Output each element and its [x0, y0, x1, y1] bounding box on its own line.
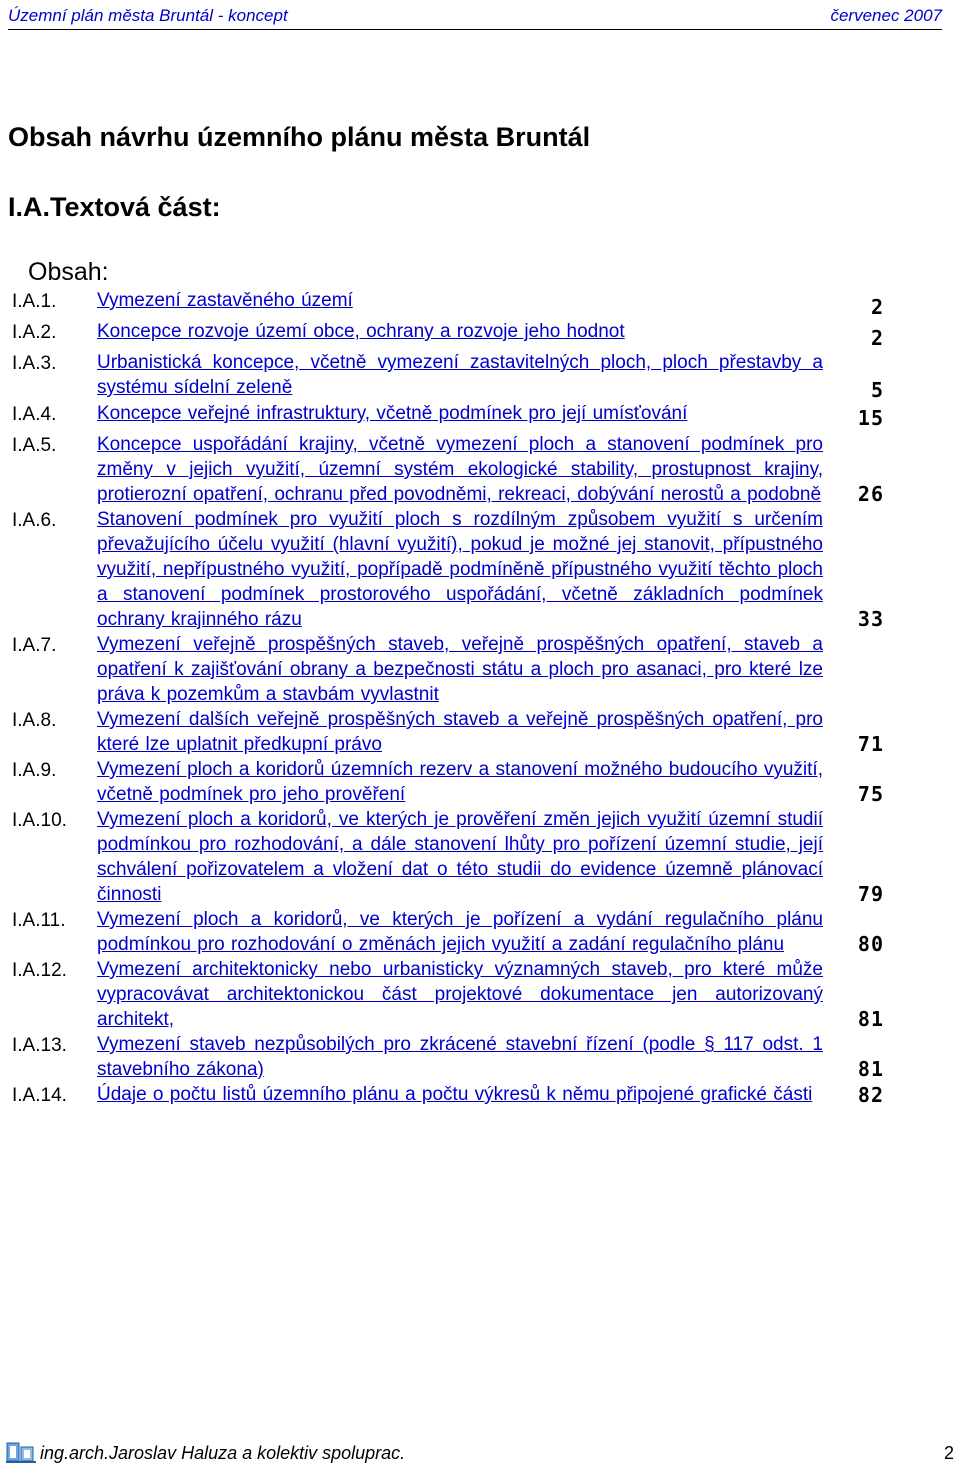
toc-entry-page: 79: [857, 882, 884, 906]
document-title: Obsah návrhu územního plánu města Bruntál: [8, 122, 591, 152]
toc-entry-page: 81: [857, 1007, 884, 1031]
toc-entry-link[interactable]: Vymezení staveb nezpůsobilých pro zkrácené stavební řízení (podle § 117 odst. 1 stavebního zákona): [97, 1034, 823, 1080]
toc-entry-link[interactable]: Vymezení ploch a koridorů, ve kterých je prověření změn jejich využití územní studií podmínkou pro rozhodování, a dále stanovení lhůty pro pořízení územní studie, její schválení pořizovatelem a vložení dat o této studii do evidence územně plánovací činnosti: [97, 809, 823, 905]
toc-entry-page: 26: [857, 482, 884, 506]
toc-entry: [12, 957, 892, 1032]
toc-entry-number: I.A.11.: [12, 910, 66, 931]
toc-entry-page: 71: [857, 732, 884, 756]
footer-author: ing.arch.Jaroslav Haluza a kolektiv spoluprac.: [40, 1442, 406, 1463]
toc-entry: [12, 1032, 892, 1082]
running-header: [8, 2, 942, 30]
toc-entry: [12, 288, 892, 319]
toc-entry-page: 75: [857, 782, 884, 806]
toc-entry: [12, 907, 892, 957]
toc-entry: [12, 632, 892, 707]
toc-entry-link[interactable]: Vymezení veřejně prospěšných staveb, veřejně prospěšných opatření, staveb a opatření k zajišťování obrany a bezpečnosti státu a ploch pro asanaci, pro které lze práva k pozemkům a stavbám vyvlastnit: [97, 634, 823, 705]
toc-entry-page: 80: [857, 932, 884, 956]
toc-entry-page: 5: [870, 378, 884, 402]
toc-entry-link[interactable]: Koncepce veřejné infrastruktury, včetně podmínek pro její umísťování: [97, 403, 688, 424]
toc-entry-page: 82: [857, 1083, 884, 1107]
part-title: I.A.Textová část:: [8, 192, 221, 222]
toc-entry-link[interactable]: Stanovení podmínek pro využití ploch s rozdílným způsobem využití s určením převažujícího účelu využití (hlavní využití), pokud je možné jej stanovit, přípustného využití, nepřípustného využití, popřípadě podmíněně přípustného využití těchto ploch a stanovení podmínek prostorového uspořádání, včetně základních podmínek ochrany krajinného rázu: [97, 509, 823, 630]
toc-entry: [12, 1082, 892, 1108]
table-of-contents: [12, 288, 892, 1108]
toc-entry-link[interactable]: Urbanistická koncepce, včetně vymezení zastavitelných ploch, ploch přestavby a systému sídelní zeleně: [97, 352, 823, 398]
toc-entry-number: I.A.4.: [12, 404, 57, 425]
toc-entry: [12, 757, 892, 807]
toc-entry: [12, 432, 892, 507]
toc-entry-number: I.A.8.: [12, 710, 57, 731]
toc-entry: [12, 401, 892, 430]
toc-entry-link[interactable]: Koncepce rozvoje území obce, ochrany a rozvoje jeho hodnot: [97, 321, 625, 342]
toc-entry-number: I.A.6.: [12, 510, 57, 531]
toc-entry-page: 81: [857, 1057, 884, 1081]
toc-entry-number: I.A.14.: [12, 1085, 67, 1106]
toc-entry-number: I.A.9.: [12, 760, 57, 781]
header-document-title: Územní plán města Bruntál - koncept: [8, 5, 288, 25]
toc-entry-number: I.A.12.: [12, 960, 67, 981]
toc-entry-link[interactable]: Koncepce uspořádání krajiny, včetně vymezení ploch a stanovení podmínek pro změny v jejich využití, územní systém ekologické stability, prostupnost krajiny, protierozní opatření, ochranu před povodněmi, rekreaci, dobývání nerostů a podobně: [97, 434, 823, 505]
toc-entry: [12, 507, 892, 632]
toc-entry-link[interactable]: Vymezení zastavěného území: [97, 290, 353, 311]
toc-entry-page: 33: [857, 607, 884, 631]
toc-entry-page: 2: [870, 295, 884, 319]
toc-entry-link[interactable]: Vymezení ploch a koridorů, ve kterých je pořízení a vydání regulačního plánu podmínkou pro rozhodování o změnách jejich využití a zadání regulačního plánu: [97, 909, 823, 955]
header-date: červenec 2007: [830, 5, 942, 25]
toc-entry-page: 2: [870, 326, 884, 350]
toc-entry: [12, 707, 892, 757]
toc-entry-number: I.A.2.: [12, 322, 57, 343]
toc-entry-link[interactable]: Vymezení ploch a koridorů územních rezerv a stanovení možného budoucího využití, včetně podmínek pro jeho prověření: [97, 759, 823, 805]
toc-entry-link[interactable]: Vymezení architektonicky nebo urbanisticky významných staveb, pro které může vypracovávat architektonickou část projektové dokumentace jen autorizovaný architekt,: [97, 959, 823, 1030]
toc-entry: [12, 319, 892, 350]
toc-entry-number: I.A.1.: [12, 291, 57, 312]
toc-entry: [12, 350, 892, 400]
toc-heading: Obsah:: [28, 258, 109, 286]
toc-entry-number: I.A.5.: [12, 435, 57, 456]
toc-entry-page: 15: [857, 406, 884, 430]
footer-page-number: 2: [943, 1442, 954, 1463]
toc-entry-link[interactable]: Vymezení dalších veřejně prospěšných staveb a veřejně prospěšných opatření, pro které lze uplatnit předkupní právo: [97, 709, 823, 755]
page-footer: [6, 1440, 954, 1466]
toc-entry: [12, 807, 892, 907]
toc-entry-number: I.A.13.: [12, 1035, 67, 1056]
toc-entry-number: I.A.7.: [12, 635, 57, 656]
toc-entry-link[interactable]: Údaje o počtu listů územního plánu a počtu výkresů k němu připojené grafické části: [97, 1084, 813, 1105]
toc-entry-number: I.A.10.: [12, 810, 67, 831]
architect-logo-icon: [6, 1441, 36, 1465]
toc-entry-number: I.A.3.: [12, 353, 57, 374]
